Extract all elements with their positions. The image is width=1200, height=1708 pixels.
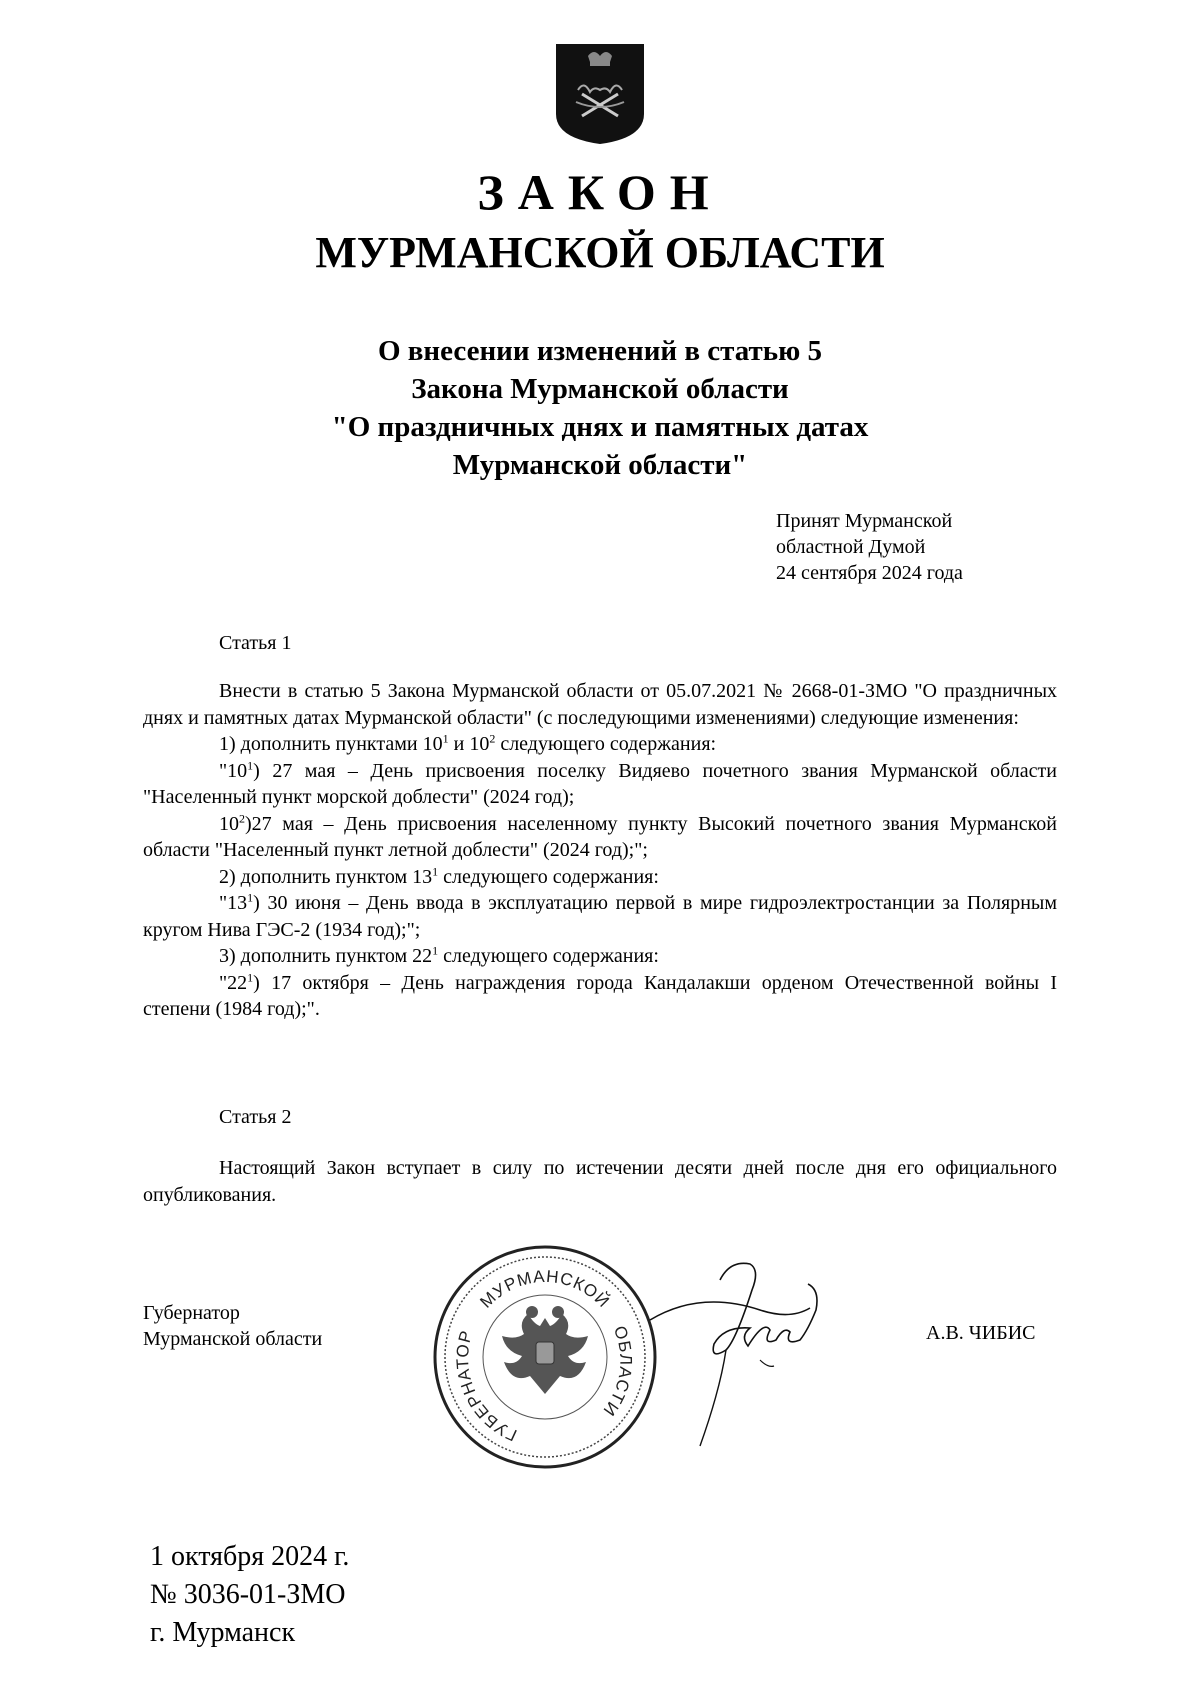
law-subject-line: О внесении изменений в статью 5 [377, 335, 823, 367]
article-2-text: Настоящий Закон вступает в силу по истечении десяти дней после дня его официального опубликования. [143, 1157, 1057, 1206]
signing-city: г. Мурманск [150, 1617, 296, 1648]
official-seal-icon [432, 1244, 658, 1470]
article-1-intro: Внести в статью 5 Закона Мурманской области от 05.07.2021 № 2668-01-ЗМО "О праздничных днях и памятных датах Мурманской области" (с последующими изменениями) следующие изменения: [143, 680, 1057, 729]
signatory-position: Губернатор Мурманской области [143, 1302, 323, 1350]
svg-text:ОБЛАСТИ: ОБЛАСТИ [598, 1323, 636, 1420]
adoption-line: Принят Мурманской [776, 510, 953, 532]
signatory-name: А.В. ЧИБИС [926, 1322, 1036, 1344]
law-subject-line: "О праздничных днях и памятных датах [331, 411, 869, 443]
adoption-line: 24 сентября 2024 года [776, 562, 963, 584]
document-region: МУРМАНСКОЙ ОБЛАСТИ [315, 228, 885, 277]
document-footer [150, 1538, 349, 1652]
law-subject-line: Мурманской области" [452, 449, 748, 481]
amendment-point-10-1: "$10^1$) 27 мая – День присвоения поселку Видяево почетного звания Мурманской области "Населенный пункт морской доблести" (2024 год); [143, 757, 1057, 808]
svg-text:МУРМАНСКОЙ: МУРМАНСКОЙ [476, 1266, 614, 1312]
adoption-note [776, 508, 963, 586]
amendment-item-2: 2) дополнить пунктом $13^1$ следующего содержания: [219, 863, 659, 888]
amendment-item-1: 1) дополнить пунктами $10^1$ и $10^2$ следующего содержания: [219, 731, 717, 755]
region-coat-of-arms-icon [554, 42, 646, 146]
adoption-line: областной Думой [776, 536, 926, 558]
amendment-item-3: 3) дополнить пунктом $22^1$ следующего содержания: [219, 943, 659, 967]
article-1-body [143, 678, 1057, 1023]
amendment-point-13-1: "$13^1$) 30 июня – День ввода в эксплуатацию первой в мире гидроэлектростанции за Полярным кругом Нива ГЭС-2 (1934 год);"; [143, 890, 1057, 941]
article-2-heading: Статья 2 [219, 1106, 292, 1128]
law-number: № 3036-01-ЗМО [150, 1579, 346, 1610]
article-2-body [143, 1155, 1057, 1208]
amendment-point-10-2: $10^2)27$ мая – День присвоения населенному пункту Высокий почетного звания Мурманской области "Населенный пункт летной доблести" (2024 год);"; [143, 810, 1057, 861]
amendment-point-22-1: "$22^1$) 17 октября – День награждения города Кандалакши орденом Отечественной войны I степени (1984 год);". [143, 969, 1057, 1020]
signing-date: 1 октября 2024 г. [150, 1541, 350, 1572]
handwritten-signature-icon [640, 1250, 860, 1460]
document-title: ЗАКОН [477, 164, 723, 220]
law-subject-line: Закона Мурманской области [411, 373, 789, 405]
article-1-heading: Статья 1 [219, 632, 292, 654]
svg-text:ГУБЕРНАТОР: ГУБЕРНАТОР [452, 1327, 520, 1445]
law-subject [0, 332, 1200, 484]
